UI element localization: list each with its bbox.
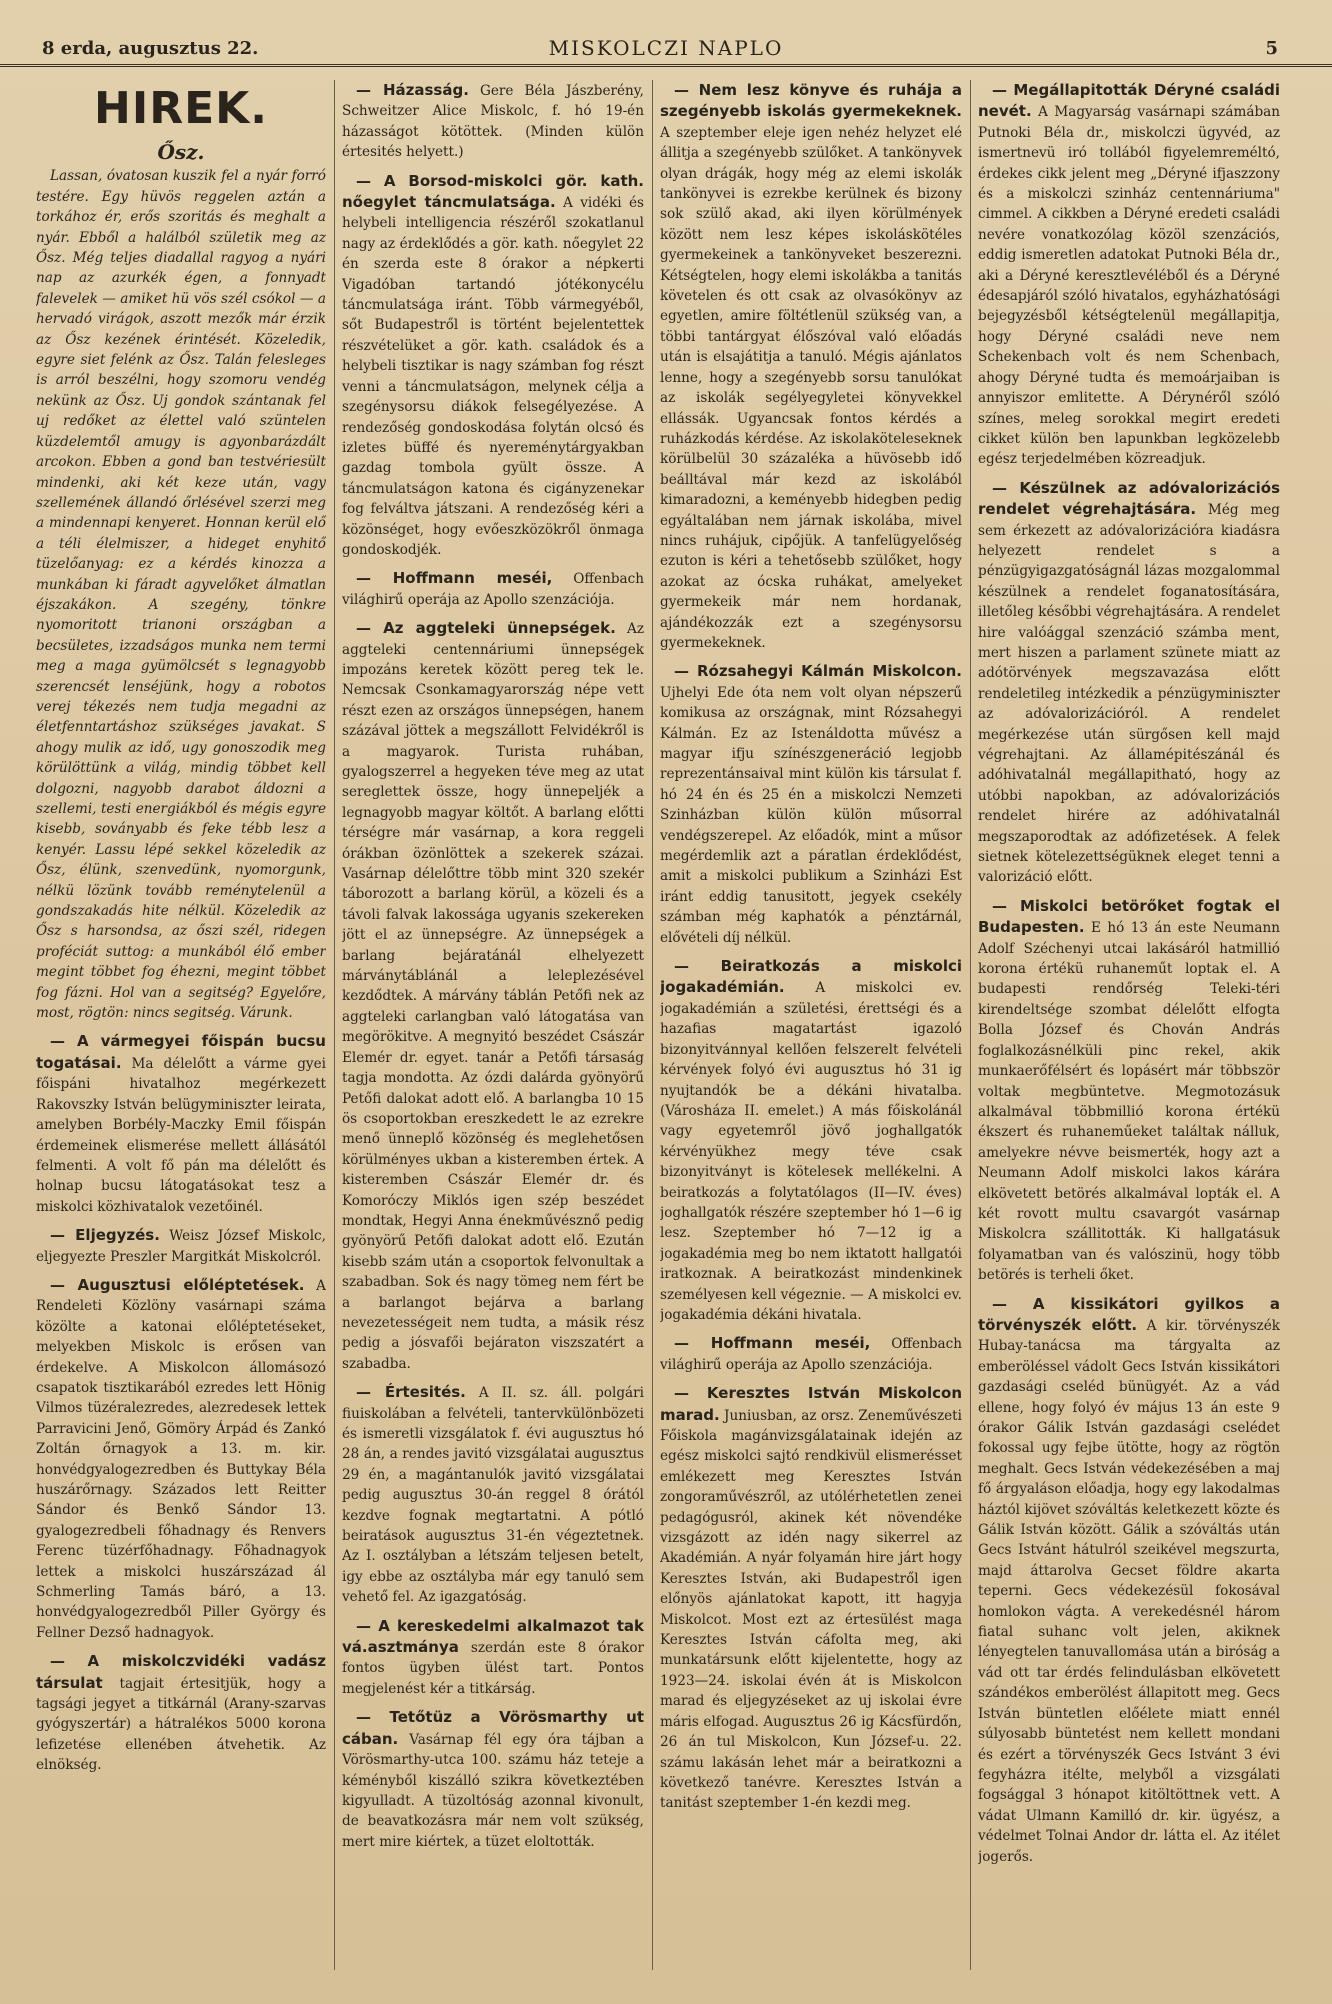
news-item-paragraph	[342, 1382, 644, 1607]
news-item-headline: — A kissikátori gyilkos a törvényszék előtt.	[978, 1294, 1280, 1334]
news-item-body: tagjait értesitjük, hogy a tagsági jegyet a titkárnál (Arany-szarvas gyógyszertár) a hátralékos 5000 korona lefizetése ellenében átvehetik. Az elnökség.	[36, 1675, 326, 1774]
news-item-headline: — Hoffmann meséi,	[356, 569, 553, 588]
news-item-body: A Magyarság vasárnapi számában Putnoki Béla dr., miskolczi ügyvéd, az ismertnevü iró tollából figyelemreméltó, érdekes cikk jelent meg „Déryné ifjaszzony és a miskolczi szinház centennáriuma" cimmel. A cikkben a Déryné eredeti családi nevére vonatkozólag közöl szenzációs, eddig ismeretlen adatokat Putnoki Béla dr., aki a Déryné keresztlevéléből és a Déryné édesapjáról szóló hivatalos, egyházhatósági bejegyzésből kétségtelenül megállapitja, hogy Déryné családi neve nem Schekenbach volt és nem Schenbach, ahogy Déryné tudta és memoárjaiban is annyiszor emlitette. A Dérynéről szóló színes, meleg sorokkal megirt eredeti cikket külön ben lapunkban legközelebb egész terjedelmében közreadjuk.	[978, 104, 1280, 468]
news-item-body: Weisz József Miskolc, eljegyezte Preszler Margitkát Miskolcról.	[36, 1228, 326, 1265]
news-item	[978, 896, 1280, 1286]
news-item-paragraph	[978, 896, 1280, 1286]
column-2	[342, 80, 644, 1980]
news-item-body: A kir. törvényszék Hubay-tanácsa ma tárgyalta az emberöléssel vádolt Gecs István kissikátori gazdasági cseléd bünügyét. Az a vád ellene, hogy folyó év május 13 án este 9 órakor Gálik István gazdasági cselédet fokossal ugy fejbe ütötte, hogy az rögtön meghalt. Gecs István védekezésében a maj fő árgyaláson előadja, hogy egy lakodalmas háztól kijövet szóváltás keletkezett közte és Gálik István között. Gálik a szóváltás után Gecs Istvánt hátulról szeikével megszurta, majd áttarolva Gecset földre akarta teperni. Gecs védekezésül fokosával homlokon vágta. A verekedésnél három fiatal suhanc volt jelen, akiknek lényegtelen tanuvallomása után a biróság a vád ott tar érdés felindulásban elkövetett szándékos emberölést állapitott meg. Gecs István büntetlen előélete miatt ennél súlyosabb büntetést nem kellett mondani és ezért a törvényszék Gecs Istvánt 3 évi fegyházra itélte, melyből a vizsgálati fogsággal 3 hónapot kitöltöttnek vett. A vádat Ulmann Kamilló dr. kir. ügyész, a védelmet Tolnai Andor dr. látta el. Az itélet jogerős.	[978, 1317, 1280, 1865]
news-item-body: Ma délelőtt a várme gyei főispáni hivatalhoz megérkezett Rakovszky István belügyminiszter leirata, amelyben Borbély-Maczky Emil főispán érdemeinek elismerése mellett állásától felmenti. A volt fő pán ma délelőtt és holnap bucsu látogatásokat tesz a miskolci közhivatalok vezetőinél.	[36, 1055, 326, 1215]
news-item-headline: — Miskolci betörőket fogtak el Budapesten.	[978, 896, 1280, 937]
news-item-paragraph	[342, 568, 644, 610]
column-rule	[334, 80, 335, 1970]
news-item	[342, 1382, 644, 1607]
news-item-body: Juniusban, az orsz. Zeneművészeti Főiskola magánvizsgálatainak idején az egész miskolci sajtó rendkivül elismerésset emlékezett meg Keresztes István zongoraművészről, az utólérhetetlen zenei pedagógusról, akinek két növendéke vizsgázott az idén nagy sikerrel az Akadémián. A nyár folyamán hire járt hogy Keresztes István, aki Budapestről igen előnyös ajánlatokat kapott, itt hagyja Miskolcot. Most ezt az értesülést maga Keresztes István cáfolta meg, aki munkatársunk előtt kijelentette, hogy az 1923—24. iskolai évén át is Miskolcon marad és eljegyzéseket az uj iskolai évre máris elfogad. Augusztus 26 ig Kácsfürdőn, 26 án tul Miskolcon, Kun József-u. 22. számu lakásán lehet már a beiratkozni a következő tanévre. Keresztes István a tanitást szeptember 1-én kezdi meg.	[660, 1407, 962, 1812]
news-item-body: Az aggteleki centennáriumi ünnepségek impozáns keretek között pereg tek le. Nemcsak Csonkamagyarország népe vett részt ezen az országos ünnepségen, hanem százával jöttek a megszállott Felvidékről is a magyarok. Turista ruhában, gyalogszerrel a hegyeken téve meg az utat sereglettek össze, hogy ünnepeljék a legnagyobb magyar költőt. A barlang előtti térségre már vasárnap, a kora reggeli órákban özönlöttek a szekerek százai. Vasárnap délelőttre több mint 320 szekér táborozott a barlang körül, a közeli és a távoli falvak lakossága ugyanis szekereken jött el az ünnepségre. Az ünnepségek a barlang bejáratánál elhelyezett márványtáblánál a leleplezésével kezdődtek. A márvány táblán Petőfi nek az aggteleki carlangban való látogatása van megörökitve. A megnyitó beszédet Császár Elemér dr. egyet. tanár a Petőfi társaság tagja mondotta. Az ózdi dalárda gyönyörű Petőfi dalokat adott elő. A barlangba 10 15 ös csoportokban ereszkedett le az ezrekre menő ünneplő közönség és meglehetősen körülményes ukban a kisteremben értek. A kisteremben Császár Elemér dr. és Komoróczy Miklós igen szép beszédet mondtak, Hegyi Anna énekművésznő pedig gyönyörű Petőfi dalokat adott elő. Ezután kisebb szám után a csoportok felvonultak a szabadban. Sok és nagy tömeg nem fért be a barlangot bejárva a barlang nevezetességeit nem tudta, a másik rész pedig a jósvafői bejáraton viszszatért a szabadba.	[342, 621, 644, 1372]
news-item-body: szerdán este 8 órakor fontos ügyben ülést tart. Pontos megjelenést kér a titkárság.	[342, 1640, 644, 1697]
column-rule	[970, 80, 971, 1970]
news-item	[342, 1707, 644, 1852]
news-item	[978, 478, 1280, 888]
news-item	[36, 1031, 326, 1217]
news-item-paragraph	[36, 1651, 326, 1775]
news-item	[36, 1225, 326, 1267]
news-item-headline: — Az aggteleki ünnepségek.	[356, 619, 616, 638]
news-item	[36, 1275, 326, 1643]
column-rule	[652, 80, 653, 1970]
news-item-paragraph	[660, 1333, 962, 1375]
column-3	[660, 80, 962, 1980]
news-item-paragraph	[660, 80, 962, 653]
news-item-body: A Rendeleti Közlöny vasárnapi száma közölte a katonai előléptetéseket, melyekben Miskolc is erősen van érdekelve. A Miskolcon állomásozó csapatok tisztikarából ezredes lett Hönig Vilmos tüzéralezredes, alezredesek lettek Parravicini Jenő, Gömöry Árpád és Zankó Zoltán őrnagyok a 13. m. kir. honvédgyalogezredben és Buttykay Béla huszárőrnagy. Százados lett Reitter Sándor és Benkő Sándor 13. gyalogezredbeli főhadnagy és Renvers Ferenc tüzérfőhadnagy. Főhadnagyok lettek a miskolci huszárszázad ál Schmerling Tamás báró, a 13. honvédgyalogezredből Piller György és Fellner Dezső hadnagyok.	[36, 1277, 326, 1641]
news-item-body: A vidéki és helybeli intelligencia részéről szokatlanul nagy az érdeklődés a gör. kath. nőegylet 22 én szerda este 8 órakor a népkerti Vigadóban tartandó jótékonycélu táncmulatsága iránt. Több vármegyéből, sőt Budapestről is történt bejelentettek részvételüket a gör. kath. családok és a helybeli tisztikar is nagy számban fog részt venni a táncmulatságon, melynek célja a szegénysorsu diákok felsegélyezése. A rendezőség gondoskodása folytán olcsó és izletes büffé és nyereménytárgyakban gazdag tombola gyült össze. A táncmulatságon katona és cigányzenekar fog felváltva játszani. A rendezőség kéri a közönséget, hogy evőeszközökről önmaga gondoskodjék.	[342, 195, 644, 558]
news-item	[36, 1651, 326, 1775]
news-item-headline: — Keresztes István Miskolcon marad.	[660, 1384, 962, 1424]
news-item-headline: — Beiratkozás a miskolci jogakadémián.	[660, 957, 962, 997]
news-item	[342, 618, 644, 1374]
news-item-body: A szeptember eleje igen nehéz helyzet elé állitja a szegényebb szülőket. A tankönyvek olyan drágák, hogy még az elemi iskolák tankönyvei is ezrekbe kerülnek és bizony sok szülő akad, aki ilyen körülmények között nem lesz képes iskoláskötéles gyermekeinek a tankönyveket beszerezni. Kétségtelen, hogy elemi iskolákba a tanitás követelen és ott csak az olvasókönyv az egyetlen, amire föltétlenül szükség van, a többi tantárgyat élőszóval való előadás után is elsajátitja a tanuló. Mégis ajánlatos lenne, hogy a szegényebb sorsu tanulókat az iskolák segélyegyletei könyvekkel ellássák. Ugyancsak fontos kérdés a ruházkodás kérdése. Az iskolaköteleseknek körülbelül 30 százaléka a hüvösebb idő beálltával már kezd az iskolából kimaradozni, a keményebb hidegben pedig egyáltalában nem járnak iskolába, mivel nincs ruhájuk, cipőjük. A tanfelügyelőség ezuton is kéri a tehetősebb szülőket, hogy azokat az ócska ruhákat, amelyeket gyermekeik már nem hordanak, ajándékozzák ezt a szegénysorsu gyermekeknek.	[660, 124, 962, 651]
news-item-paragraph	[36, 1275, 326, 1643]
news-item	[342, 171, 644, 561]
news-item-paragraph	[978, 1294, 1280, 1867]
news-item-paragraph	[660, 956, 962, 1325]
news-item	[660, 956, 962, 1325]
news-item-paragraph	[36, 1225, 326, 1267]
news-item-body: Offenbach világhirű operája az Apollo szenzációja.	[342, 571, 644, 608]
news-item-paragraph	[978, 80, 1280, 470]
news-item-body: Offenbach világhirű operája az Apollo szenzációja.	[660, 1336, 962, 1373]
news-item-body: A II. sz. áll. polgári fiuiskolában a felvételi, tantervkülönbözeti és ismeretli vizsgálatok f. évi augusztus hó 28 án, a rendes javitó vizsgálatai augusztus 29 én, a magántanulók javitó vizsgálatai pedig augusztus 30-án reggel 8 órától kezdve fognak megtartatni. A pótló beiratások augusztus 31-én végeztetnek. Az I. osztályban a létszám teljesen betelt, igy ebbe az osztályba már egy tanuló sem vehető fel. Az igazgatóság.	[342, 1385, 644, 1606]
news-item-paragraph	[978, 478, 1280, 888]
news-item-headline: — Házasság.	[356, 81, 469, 99]
news-item-paragraph	[660, 661, 962, 948]
news-item-body: Még meg sem érkezett az adóvalorizációra kiadásra helyezett rendelet s a pénzügyigazgatóságnál lázas mozgalommal készülnek a rendelet foganatosítására, illetőleg későbbi végrehajtására. A rendelet hire valóággal szenzáció számba ment, mert hiszen a parlament szünete miatt az adótörvények megszavazása előtt rendeletileg intézkedik a pénzügyminiszter az adóvalorizációról. A rendelet megérkezése után sürgősen kell majd végrehajtani. Az államépitészánál és adóhivatalnál megállapitható, hogy az utóbbi napokban, az adóvalorizációs rendelet hirére az adóhivatalnál megszaporodtak az adófizetések. A felek sietnek kötelezettségüknek eleget tenni a valorizáció előtt.	[978, 502, 1280, 886]
poem-text: Lassan, óvatosan kuszik fel a nyár forró testére. Egy hüvös reggelen aztán a torkához ér, erős szoritás és meghalt a nyár. Ebből a halálból születik meg az Ősz. Még teljes diadallal ragyog a nyári nap az azurkék égen, a fonnyadt falevelek — amiket hü vös szél csókol — a hervadó virágok, aszott mezők már érzik az Ősz kezének érintését. Közeledik, egyre siet felénk az Ősz. Talán felesleges is arról beszélni, hogy szomoru vendég nekünk az Ősz. Uj gondok szántanak fel uj redőket az élettel való szüntelen küzdelemtől amugy is agyonbarázdált arcokon. Ebben a gond ban testvériesült mindenki, aki két keze után, vagy szellemének állandó őrlésével szerzi meg a mindennapi kenyeret. Honnan kerül elő a téli élelmiszer, a hideget enyhitő tüzelőanyag: ez a kérdés kinozza a munkában ki fáradt agyvelőket álmatlan éjszakákon. A szegény, tönkre nyomoritott trianoni országban a becsületes, izzadságos munka nem termi meg a maga gyümölcsét s legnagyobb szerencsét lenséjünk, hogy a robotos verej tékezés nem tudja megadni az életfenntartáshoz szükséges javakat. S ahogy mulik az idő, ugy gonoszodik meg körülöttünk a világ, mindig többet kell dolgozni, nagyobb darabot áldozni a szellemi, testi energiákból és mégis egyre kisebb, soványabb és feke tébb lesz a kenyér. Lassu lépé sekkel közeledik az Ősz, élünk, szenvedünk, nyomorgunk, nélkü lözünk tovább reménytelenül a gondszakadás hite nélkül. Közeledik az Ősz s harsondsa, az őszi szél, ridegen proféciát suttog: a munkából élő ember megint többet fog éhezni, megint többet fog fázni. Hol van a segitség? Egyelőre, most, rögtön: nincs segitség. Várunk.	[36, 168, 326, 1022]
news-item-body: A miskolci ev. jogakadémián a születési, érettségi és a hazafias magatartást igazoló bizonyitvánnyal kellően felszerelt felvételi kérvények folyó évi augusztus hó 31 ig nyujtandók be a dékáni hivatalba. (Városháza II. emelet.) A más főiskolánál vagy egyetemről jövő joghallgatók kérvényükhez megy téve csak bizonyitványt is kötelesek mellékelni. A beiratkozás a folytatólagos (II—IV. éves) joghallgatók részére szeptember hó 1—6 ig lesz. Szeptember hó 7—12 ig a jogakadémia meg bo nem iktatott hallgatói iratkoznak. A beiratkozást mindenkinek személyesen kell végeznie. — A miskolci ev. jogakadémia dékáni hivatala.	[660, 980, 962, 1323]
news-item-headline: — Megállapitották Déryné családi nevét.	[978, 81, 1280, 121]
news-items	[978, 80, 1280, 1867]
news-item	[660, 661, 962, 948]
news-item-body: E hó 13 án este Neumann Adolf Széchenyi utcai lakásáról hatmillió korona értékü ruhaneműt loptak el. A budapesti rendőrség Teleki-téri kirendeltsége szombat délelőtt elfogta Bolla József és Chován András foglalkozásnélküli pinc rekel, akik munkaerőfélsért és lopásért már többször voltak megbüntetve. Megmotozásuk alkalmával többmillió korona értékü ékszert és ruhaneműeket találtak nálluk, amelyekre névve beismerték, hogy azt a Neumann Adolf miskolci lakos kárára elkövetett betörés alkalmával lopták el. A két rovott multu csavargót vasárnap Miskolcra szállitották. Ki hallgatásuk folyamatban van és valószinü, hogy több betörés is terheli őket.	[978, 920, 1280, 1284]
column-1	[36, 80, 326, 1980]
news-item-paragraph	[342, 80, 644, 163]
masthead-date: 8 erda, augusztus 22.	[42, 38, 259, 59]
column-4	[978, 80, 1280, 1980]
news-items	[660, 80, 962, 1814]
news-item	[342, 80, 644, 163]
news-item-paragraph	[342, 171, 644, 561]
section-title: HIREK.	[94, 83, 268, 134]
news-item-headline: — Értesités.	[356, 1383, 466, 1402]
news-item-body: Gere Béla Jászberény, Schweitzer Alice Miskolc, f. hó 19-én házasságot kötöttek. (Minden külön értesités helyett.)	[342, 83, 644, 161]
news-item-headline: — A Borsod-miskolci gör. kath. nőegylet táncmulatsága.	[342, 171, 644, 212]
news-item-paragraph	[342, 1616, 644, 1700]
masthead-page-number: 5	[1265, 38, 1278, 59]
news-item-headline: — Rózsahegyi Kálmán Miskolcon.	[674, 662, 962, 681]
masthead-title: MISKOLCZI NAPLO	[548, 36, 784, 60]
news-item-paragraph	[36, 1031, 326, 1217]
news-item-headline: — Eljegyzés.	[50, 1226, 160, 1245]
news-item-headline: — Augusztusi előléptetések.	[50, 1275, 305, 1294]
news-item-paragraph	[342, 618, 644, 1374]
news-item-headline: — Hoffmann meséi,	[674, 1334, 871, 1353]
news-item	[660, 1383, 962, 1814]
news-item	[978, 80, 1280, 470]
news-item-paragraph	[342, 1707, 644, 1852]
news-item-headline: — A miskolczvidéki vadász társulat	[36, 1652, 326, 1692]
news-item	[342, 1616, 644, 1700]
news-item-headline: — Nem lesz könyve és ruhája a szegényebb iskolás gyermekeknek.	[660, 81, 962, 121]
news-item-headline: — A vármegyei főispán bucsu togatásai.	[36, 1032, 326, 1072]
news-item-body: Ujhelyi Ede óta nem volt olyan népszerű komikusa az országnak, mint Rózsahegyi Kálmán. Ez az Istenáldotta művész a magyar ifju színészgeneráció legjobb reprezentánsaival mint külön kis társulat f. hó 24 én és 25 én a miskolczi Nemzeti Szinházban külön külön műsorral vendégszerepel. Az előadók, mint a műsor megérdemlik azt a páratlan érdeklődést, amit a miskolci publikum a Szinházi Est iránt eddig tanusitott, jegyek csekély számban még kaphatók a pénztárnál, elővételi díj nélkül.	[660, 684, 962, 946]
masthead	[0, 30, 1332, 67]
news-item-headline: — Tetőtüz a Vörösmarthy ut cában.	[342, 1708, 644, 1748]
news-items	[342, 80, 644, 1852]
news-item-headline: — Készülnek az adóvalorizációs rendelet végrehajtására.	[978, 478, 1280, 519]
news-item	[342, 568, 644, 610]
news-items	[36, 1031, 326, 1775]
news-item-body: Vasárnap fél egy óra tájban a Vörösmarthy-utca 100. számu ház teteje a kéményből kiszálló szikra következtében kigyulladt. A tüzoltóság azonnal kivonult, de beavatkozásra már nem volt szükség, mert mire kiértek, a tüzet eloltották.	[342, 1731, 644, 1850]
news-item-paragraph	[660, 1383, 962, 1814]
news-item	[660, 1333, 962, 1375]
news-item-headline: — A kereskedelmi alkalmazot tak vá.asztmánya	[342, 1616, 644, 1657]
news-item	[660, 80, 962, 653]
poem-title: Ősz.	[157, 140, 205, 164]
news-item	[978, 1294, 1280, 1867]
